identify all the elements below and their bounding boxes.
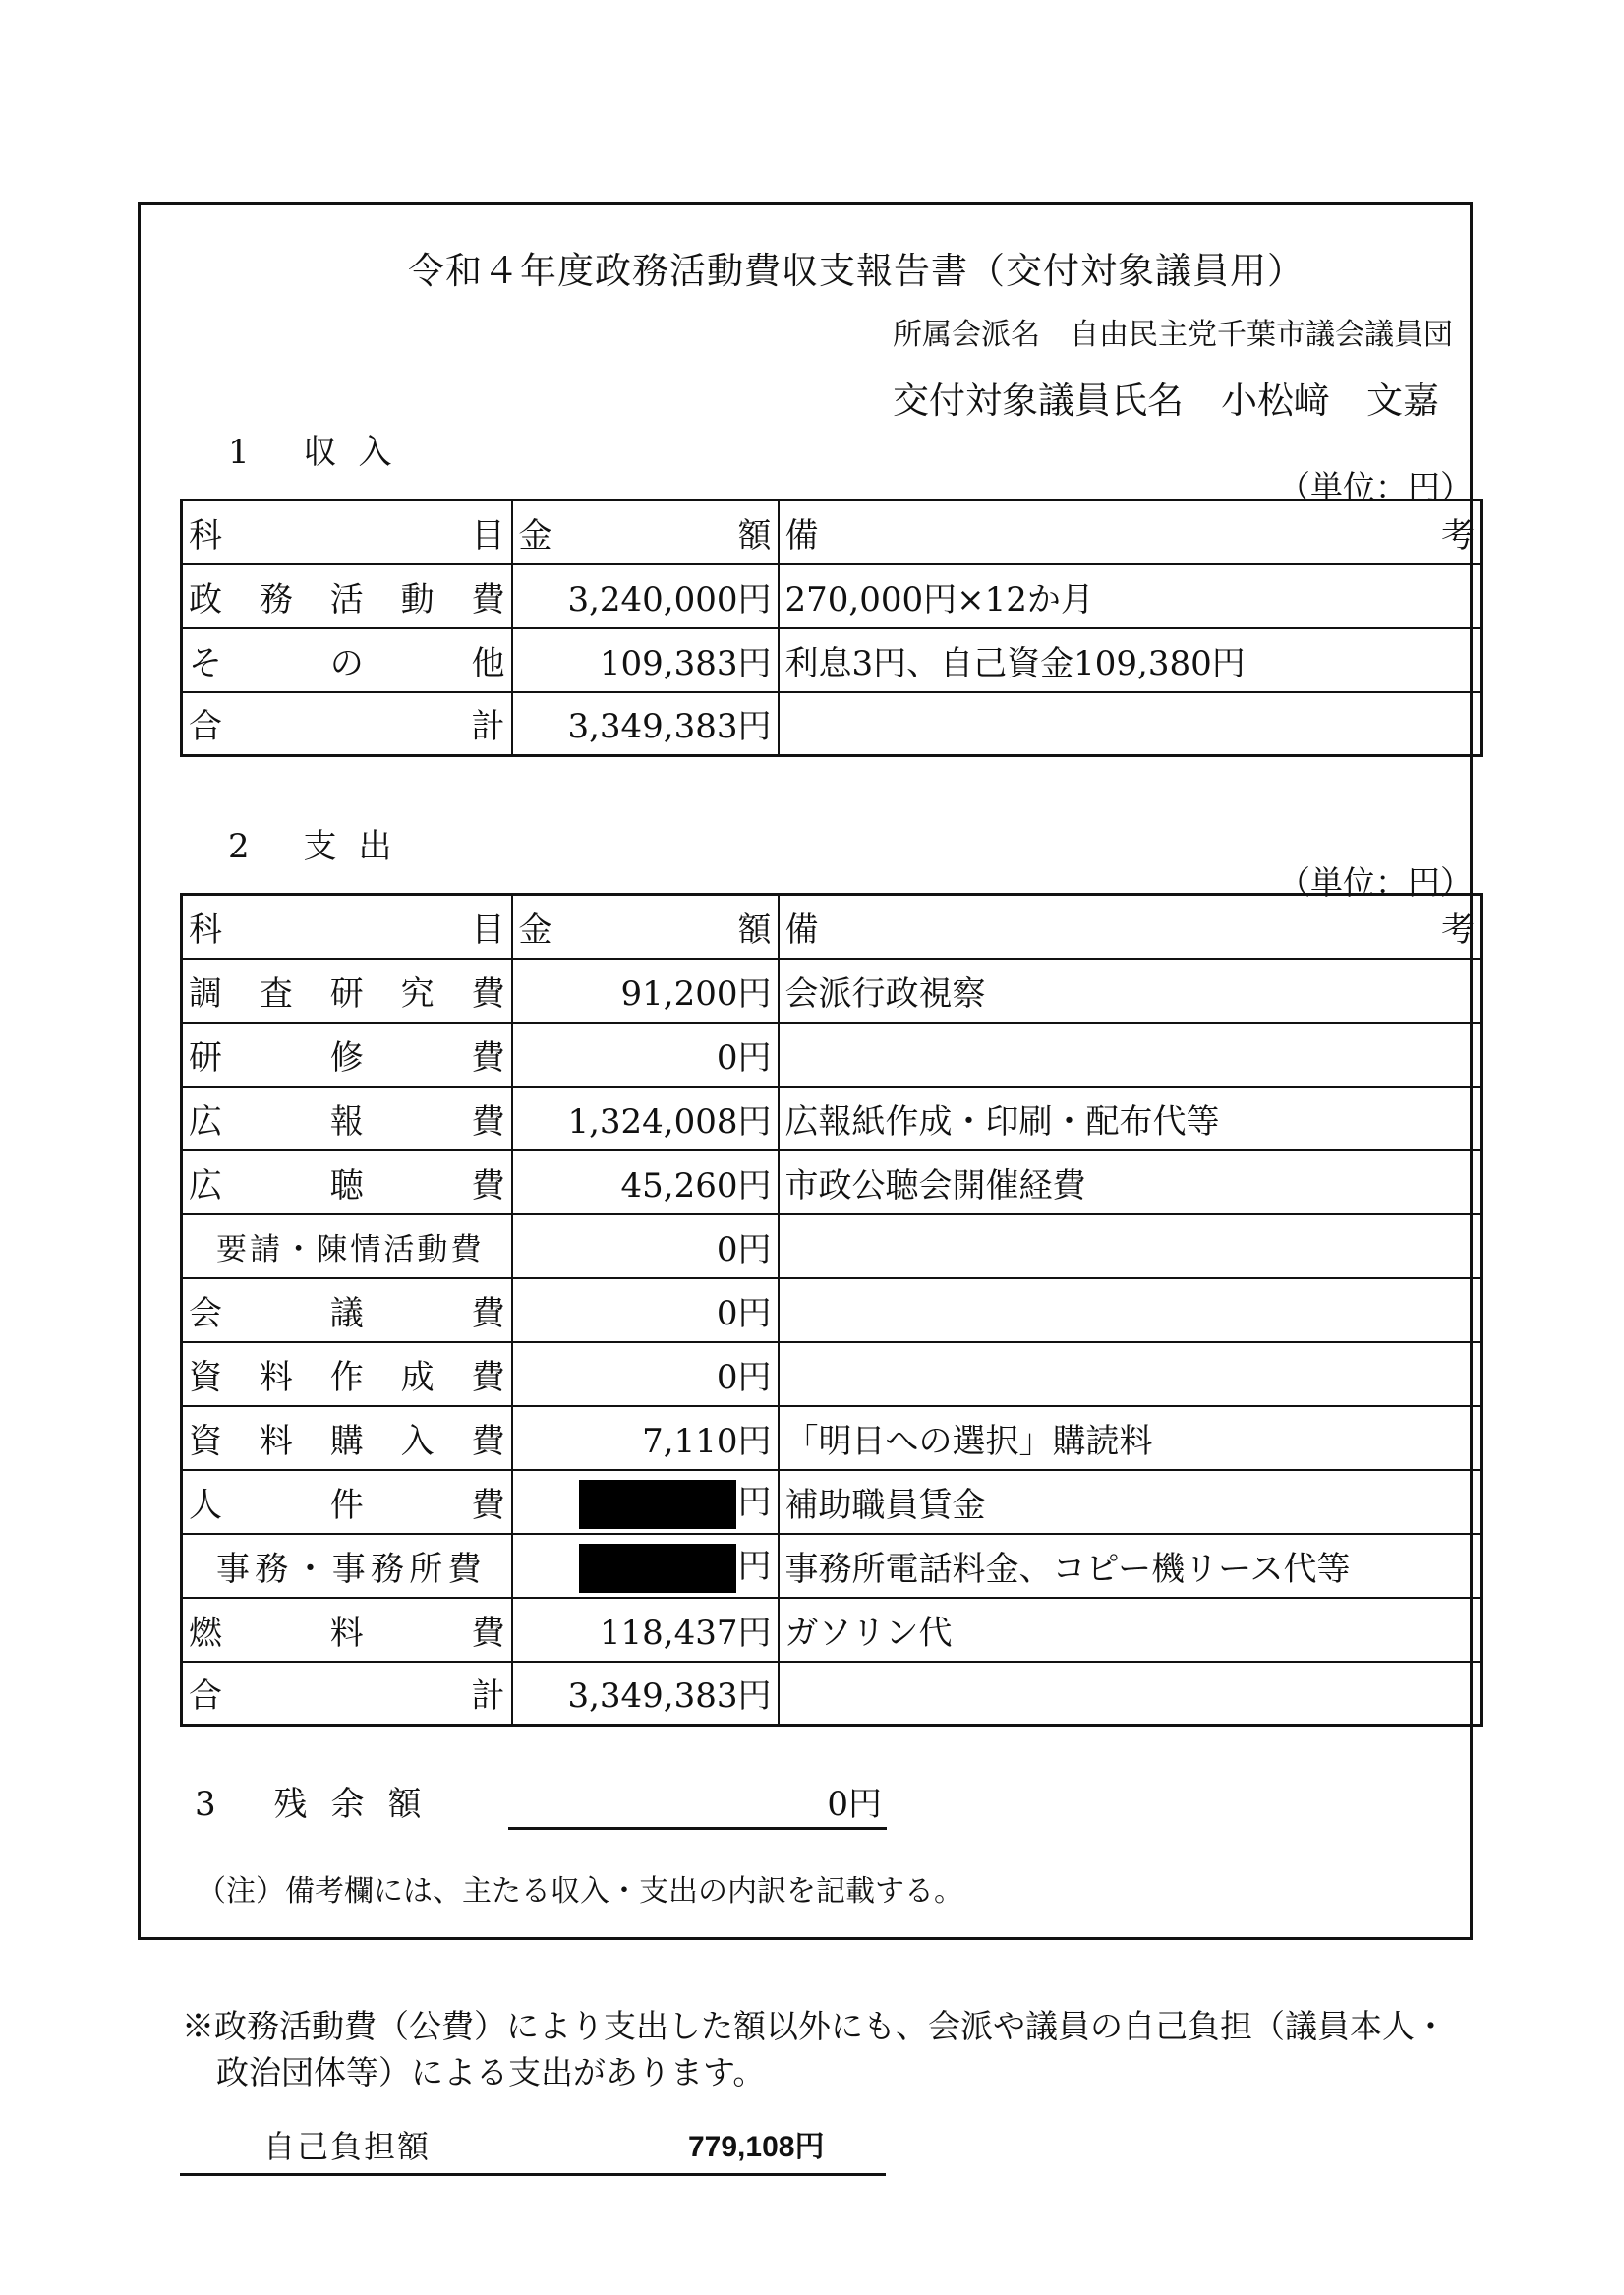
balance-value: 0円: [827, 1785, 882, 1824]
balance-underline: [508, 1827, 887, 1830]
table-row: [182, 692, 1482, 756]
income-amount: 3,240,000円: [512, 564, 779, 628]
faction-label: 所属会派名: [893, 318, 1040, 352]
table-row: [182, 1598, 1482, 1662]
expenditure-item: 会議費: [182, 1278, 512, 1342]
expenditure-header-row: [182, 895, 1482, 959]
income-note: 270,000円×12か月: [779, 564, 1482, 628]
expenditure-note: [779, 1278, 1482, 1342]
member-label: 交付対象議員氏名: [893, 380, 1184, 422]
expenditure-amount: 円: [737, 1482, 772, 1522]
faction-line: [893, 310, 1453, 353]
income-amount: 109,383円: [512, 628, 779, 692]
expenditure-note: 「明日への選択」購読料: [779, 1406, 1482, 1470]
income-header-item: 科目: [182, 500, 512, 564]
expenditure-amount-redacted: [512, 1470, 779, 1534]
expenditure-header-item: 科目: [182, 895, 512, 959]
table-row: [182, 564, 1482, 628]
remark-line-2: 政治団体等）による支出があります。: [216, 2053, 766, 2091]
expenditure-amount: 118,437円: [512, 1598, 779, 1662]
expenditure-item: 要請・陳情活動費: [182, 1214, 512, 1278]
redaction-block: [579, 1480, 736, 1529]
expenditure-amount-redacted: [512, 1534, 779, 1598]
redaction-block: [579, 1544, 736, 1593]
table-row: [182, 959, 1482, 1023]
expenditure-note: 事務所電話料金、コピー機リース代等: [779, 1534, 1482, 1598]
expenditure-note: 市政公聴会開催経費: [779, 1150, 1482, 1214]
expenditure-heading-num: 2: [228, 827, 271, 866]
expenditure-item: 研修費: [182, 1023, 512, 1087]
table-row: [182, 1662, 1482, 1726]
expenditure-note: [779, 1662, 1482, 1726]
table-row: [182, 1470, 1482, 1534]
expenditure-table: [180, 893, 1483, 1727]
income-note: 利息3円、自己資金109,380円: [779, 628, 1482, 692]
income-item: 合計: [182, 692, 512, 756]
table-row: [182, 1023, 1482, 1087]
expenditure-amount: 0円: [512, 1023, 779, 1087]
expenditure-note: 広報紙作成・印刷・配布代等: [779, 1087, 1482, 1150]
expenditure-amount: 3,349,383円: [512, 1662, 779, 1726]
table-row: [182, 1342, 1482, 1406]
expenditure-note: [779, 1214, 1482, 1278]
member-line: [893, 371, 1439, 424]
income-item: その他: [182, 628, 512, 692]
income-header-row: [182, 500, 1482, 564]
expenditure-amount: 0円: [512, 1214, 779, 1278]
footnote: （注）備考欄には、主たる収入・支出の内訳を記載する。: [197, 1874, 963, 1909]
expenditure-item: 広報費: [182, 1087, 512, 1150]
income-header-note: 備考: [779, 500, 1482, 564]
income-heading-num: 1: [228, 433, 271, 472]
table-row: [182, 1214, 1482, 1278]
table-row: [182, 1278, 1482, 1342]
expenditure-note: 会派行政視察: [779, 959, 1482, 1023]
income-heading: [228, 425, 413, 473]
expenditure-note: 補助職員賃金: [779, 1470, 1482, 1534]
member-name: 小松﨑 文嘉: [1221, 380, 1439, 422]
expenditure-item: 燃料費: [182, 1598, 512, 1662]
table-row: [182, 1534, 1482, 1598]
expenditure-amount: 7,110円: [512, 1406, 779, 1470]
expenditure-header-amount: 金額: [512, 895, 779, 959]
expenditure-note: [779, 1023, 1482, 1087]
expenditure-item: 合計: [182, 1662, 512, 1726]
expenditure-amount: 0円: [512, 1342, 779, 1406]
expenditure-heading-text: 支出: [303, 827, 414, 866]
self-burden-value: 779,108円: [688, 2131, 825, 2163]
income-note: [779, 692, 1482, 756]
income-heading-text: 収入: [303, 433, 414, 472]
income-amount: 3,349,383円: [512, 692, 779, 756]
remark-line-1: ※政務活動費（公費）により支出した額以外にも、会派や議員の自己負担（議員本人・: [182, 2007, 1447, 2045]
income-item: 政務活動費: [182, 564, 512, 628]
expenditure-note: ガソリン代: [779, 1598, 1482, 1662]
balance-label: 残余額: [273, 1785, 445, 1824]
table-row: [182, 628, 1482, 692]
table-row: [182, 1087, 1482, 1150]
income-unit: （単位：円）: [1278, 468, 1473, 506]
expenditure-item: 事務・事務所費: [182, 1534, 512, 1598]
income-table: [180, 499, 1483, 757]
expenditure-heading: [228, 819, 413, 867]
balance-heading-num: 3: [195, 1785, 240, 1824]
faction-name: 自由民主党千葉市議会議員団: [1070, 318, 1453, 352]
table-row: [182, 1150, 1482, 1214]
expenditure-item: 人件費: [182, 1470, 512, 1534]
report-title: 令和４年度政務活動費収支報告書（交付対象議員用）: [408, 250, 1305, 292]
self-burden-underline: [180, 2173, 886, 2176]
expenditure-amount: 1,324,008円: [512, 1087, 779, 1150]
expenditure-amount: 0円: [512, 1278, 779, 1342]
table-row: [182, 1406, 1482, 1470]
expenditure-amount: 45,260円: [512, 1150, 779, 1214]
balance-heading: [195, 1777, 444, 1825]
expenditure-item: 資料購入費: [182, 1406, 512, 1470]
expenditure-amount: 円: [737, 1546, 772, 1586]
expenditure-item: 広聴費: [182, 1150, 512, 1214]
expenditure-item: 資料作成費: [182, 1342, 512, 1406]
expenditure-unit: （単位：円）: [1278, 863, 1473, 902]
expenditure-item: 調査研究費: [182, 959, 512, 1023]
expenditure-note: [779, 1342, 1482, 1406]
expenditure-amount: 91,200円: [512, 959, 779, 1023]
self-burden-label: 自己負担額: [263, 2128, 432, 2165]
income-header-amount: 金額: [512, 500, 779, 564]
expenditure-header-note: 備考: [779, 895, 1482, 959]
